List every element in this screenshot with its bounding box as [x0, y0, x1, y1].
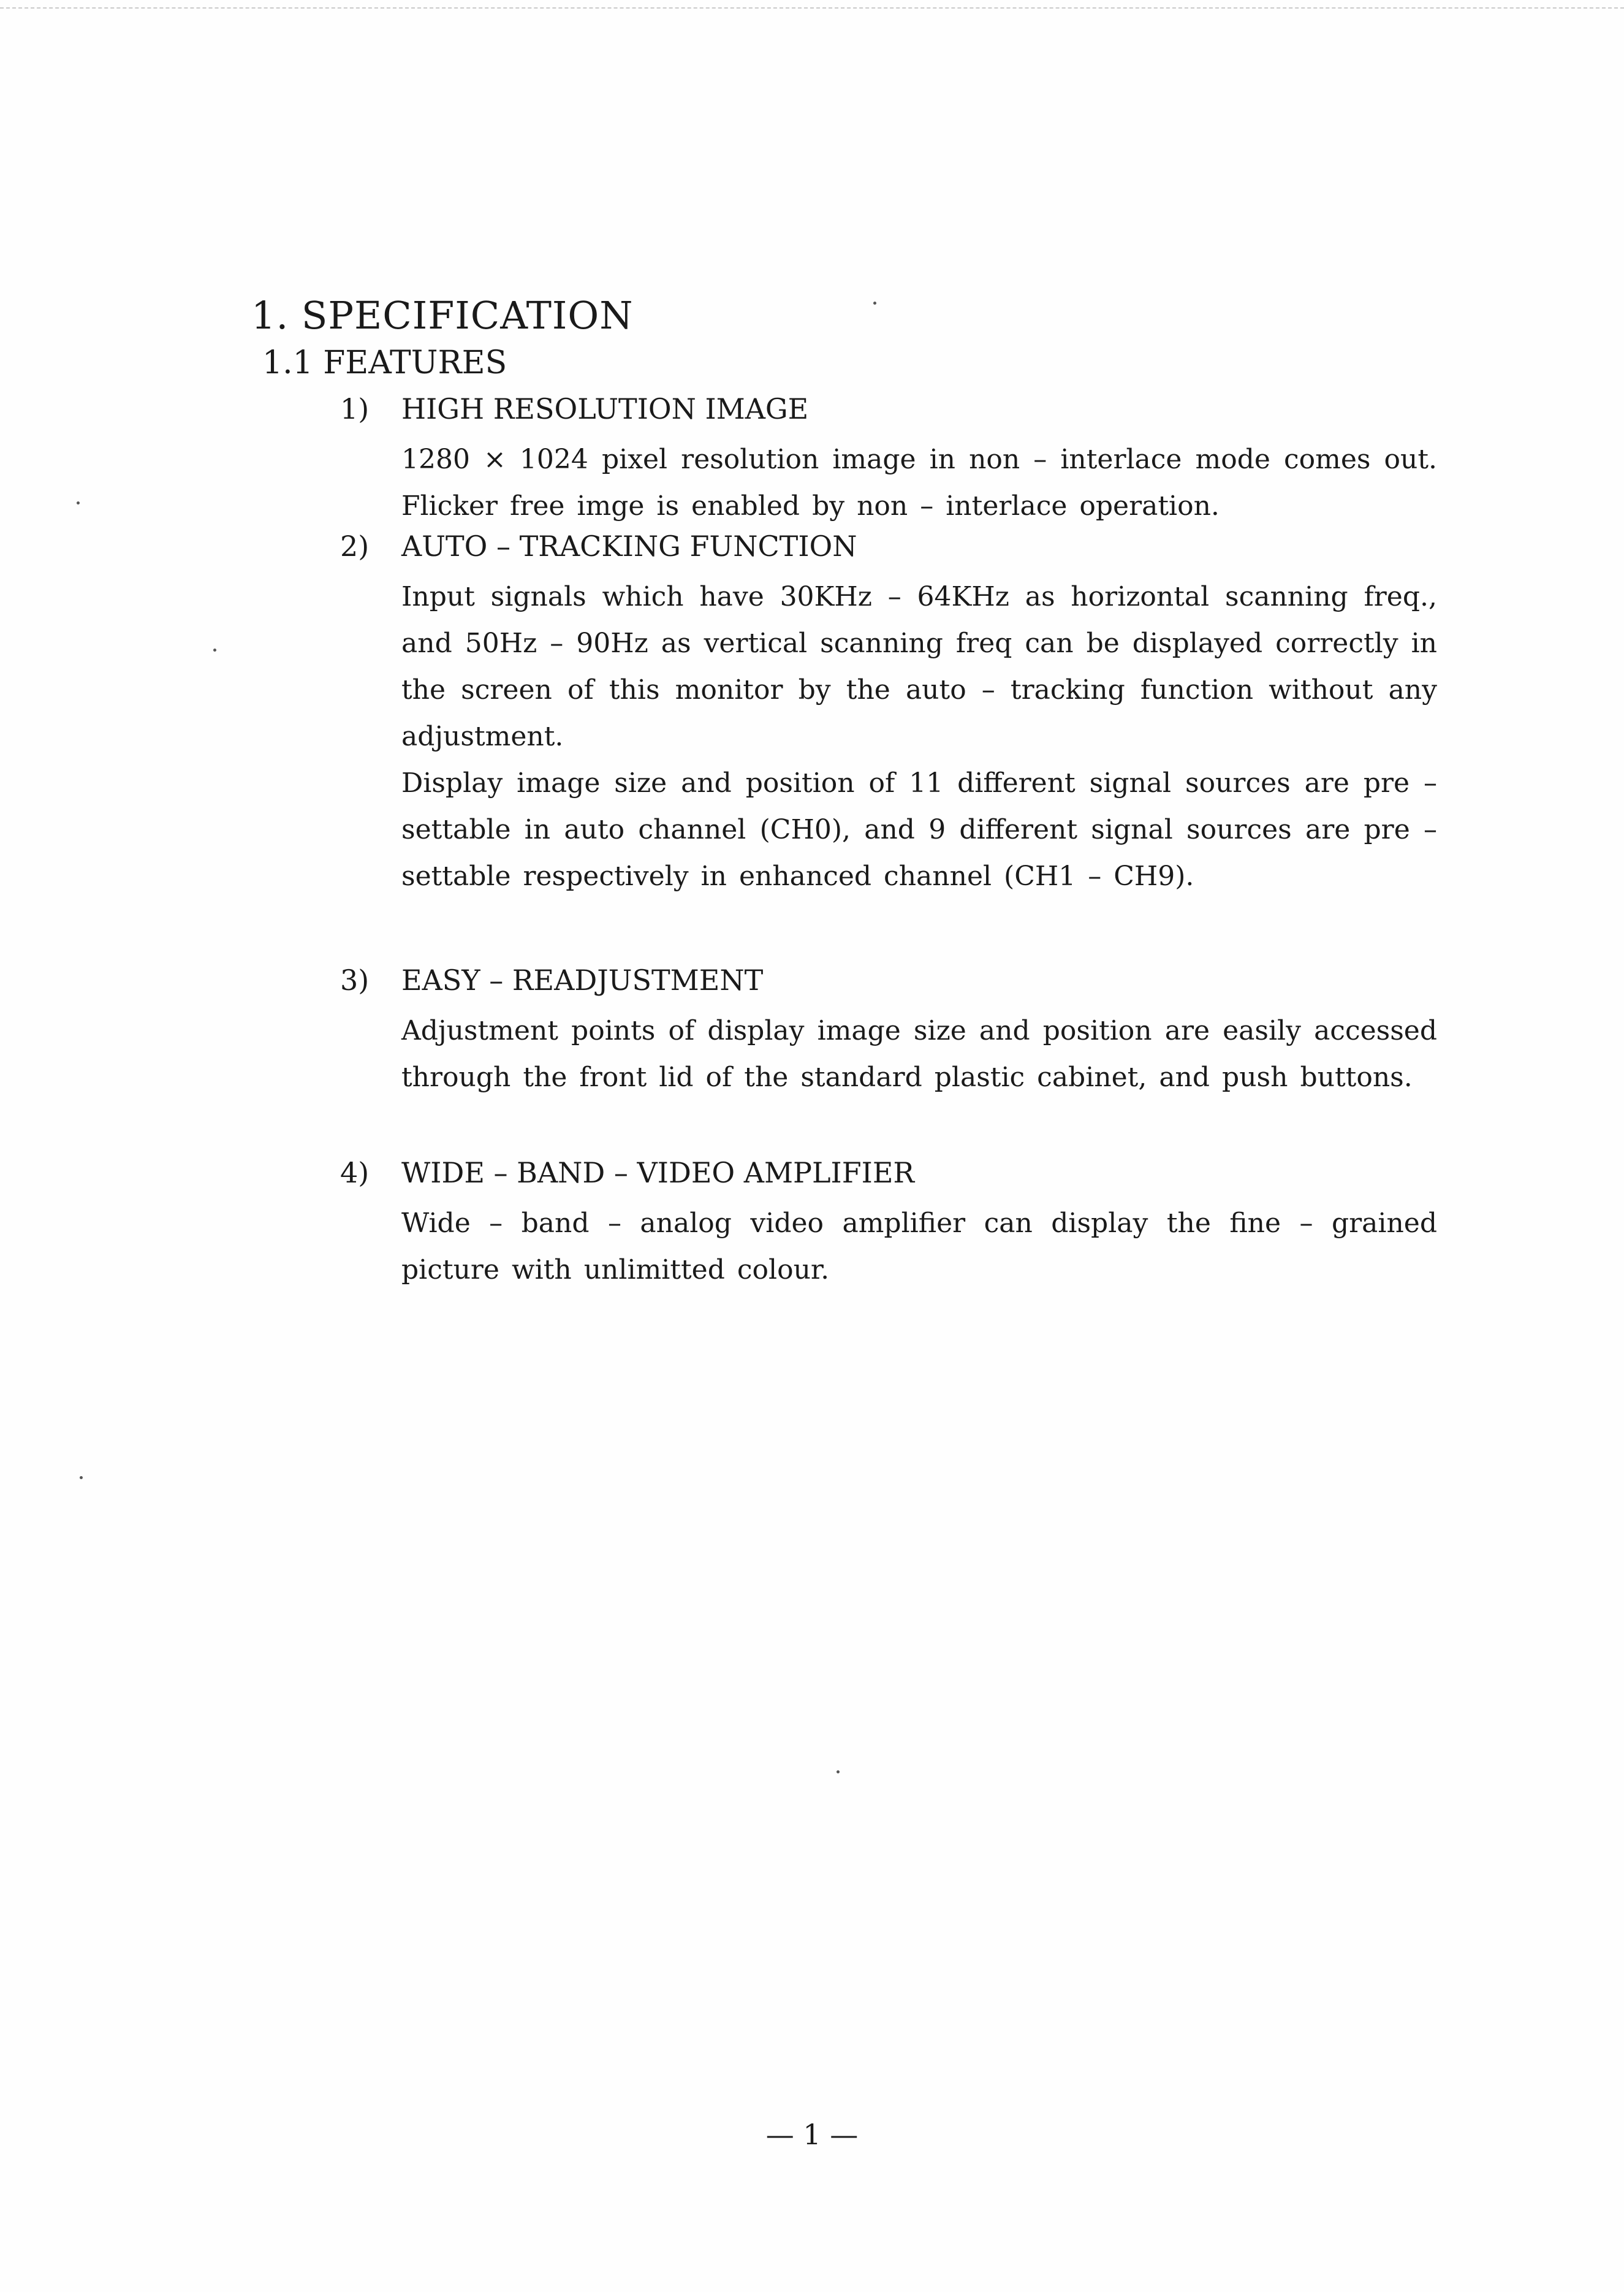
- feature-paragraph: Display image size and position of 11 different signal sources are pre – settable in auto channel (CH0), and 9 different signal sources are pre – settable respectively in enhanced channel (CH1 – CH9).: [401, 767, 1437, 892]
- feature-heading-row: [340, 392, 1437, 436]
- scan-speck: [80, 1476, 83, 1479]
- feature-number: 1): [340, 392, 370, 425]
- scan-speck: [837, 1770, 840, 1773]
- feature-paragraph: Adjustment points of display image size and position are easily accessed through the front lid of the standard plastic cabinet, and push buttons.: [401, 1015, 1437, 1093]
- top-edge-rule: [0, 7, 1624, 9]
- feature-number: 4): [340, 1156, 370, 1189]
- feature-heading-row: [340, 530, 1437, 574]
- feature-body: [401, 1200, 1437, 1293]
- feature-body: [401, 1008, 1437, 1101]
- feature-heading: HIGH RESOLUTION IMAGE: [401, 392, 809, 425]
- feature-heading: EASY – READJUSTMENT: [401, 964, 764, 997]
- feature-paragraph: 1280 × 1024 pixel resolution image in non – interlace mode comes out. Flicker free imge is enabled by non – interlace operation.: [401, 444, 1437, 522]
- feature-auto-tracking-function: [340, 530, 1437, 900]
- feature-heading: AUTO – TRACKING FUNCTION: [401, 530, 857, 563]
- scan-speck: [873, 302, 876, 305]
- feature-body: [401, 574, 1437, 900]
- scan-speck: [213, 649, 216, 652]
- feature-number: 2): [340, 530, 370, 563]
- feature-paragraph: Wide – band – analog video amplifier can display the fine – grained picture with unlimitted colour.: [401, 1208, 1437, 1285]
- scan-speck: [77, 501, 80, 504]
- feature-high-resolution-image: [340, 392, 1437, 530]
- feature-heading-row: [340, 1156, 1437, 1200]
- feature-easy-readjustment: [340, 964, 1437, 1101]
- page-number: — 1 —: [765, 2118, 859, 2151]
- feature-paragraph: Input signals which have 30KHz – 64KHz as horizontal scanning freq., and 50Hz – 90Hz as vertical scanning freq can be displayed correctly in the screen of this monitor by the auto – tracking function without any adjustment.: [401, 581, 1437, 752]
- feature-body: [401, 436, 1437, 530]
- feature-wide-band-video-amplifier: [340, 1156, 1437, 1293]
- feature-heading-row: [340, 964, 1437, 1008]
- section-title: 1. SPECIFICATION: [251, 293, 634, 338]
- subsection-title: 1.1 FEATURES: [262, 345, 507, 381]
- feature-heading: WIDE – BAND – VIDEO AMPLIFIER: [401, 1156, 915, 1189]
- feature-number: 3): [340, 964, 370, 997]
